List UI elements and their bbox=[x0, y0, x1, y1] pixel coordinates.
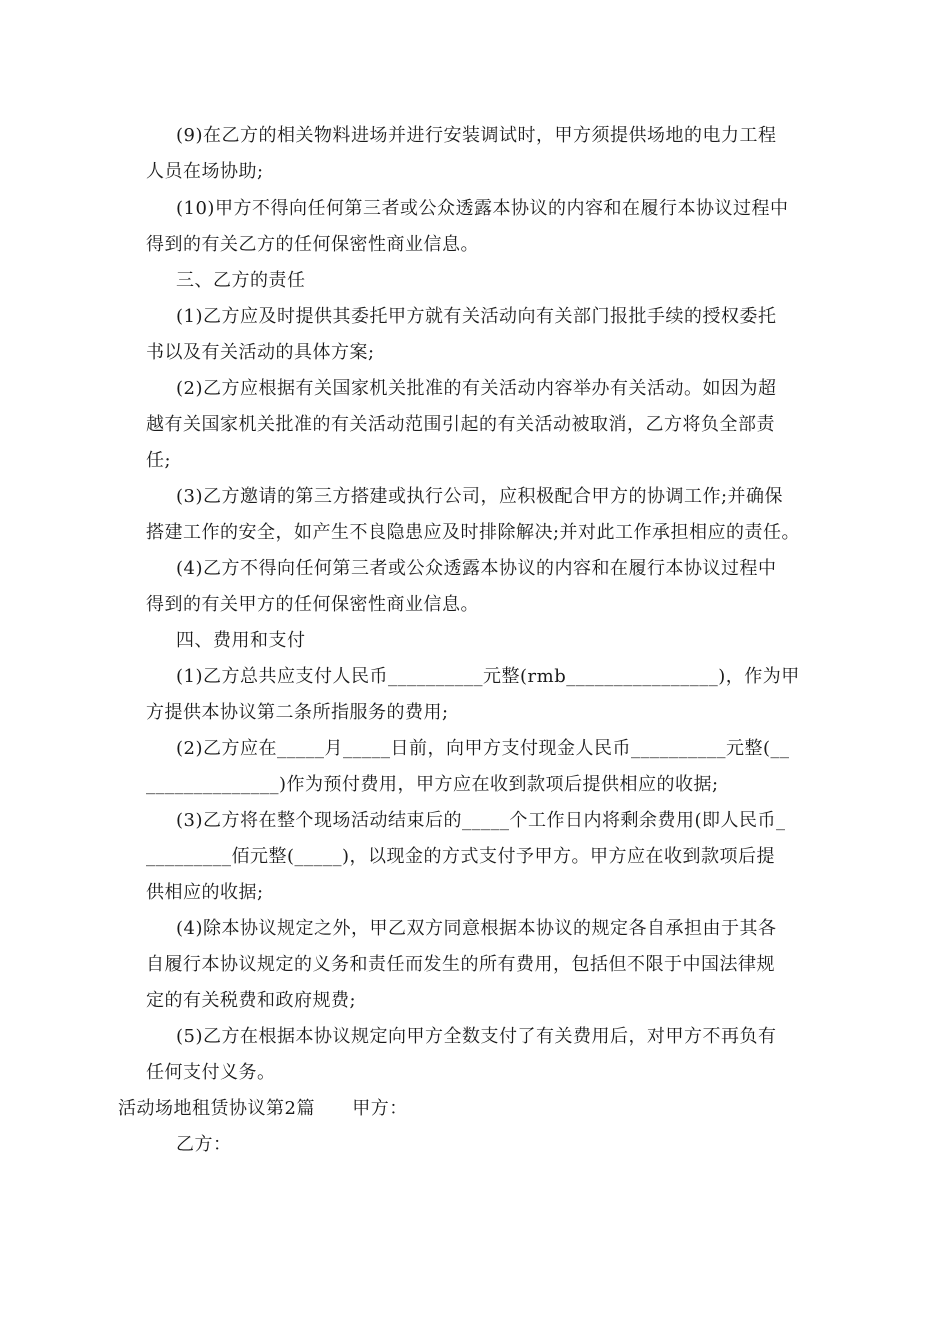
party-b-label: 乙方： bbox=[176, 1134, 232, 1155]
b-clause-1-line-1: (1)乙方应及时提供其委托甲方就有关活动向有关部门报批手续的授权委托 bbox=[176, 306, 777, 327]
clause-9-line-2: 人员在场协助; bbox=[146, 161, 264, 182]
payment-clause-3-line-3: 供相应的收据; bbox=[146, 882, 264, 903]
next-agreement-title: 活动场地租赁协议第2篇 甲方： bbox=[118, 1098, 408, 1119]
payment-clause-4-line-1: (4)除本协议规定之外，甲乙双方同意根据本协议的规定各自承担由于其各 bbox=[176, 918, 777, 939]
clause-10-line-1: (10)甲方不得向任何第三者或公众透露本协议的内容和在履行本协议过程中 bbox=[176, 198, 789, 219]
payment-clause-3-line-1: (3)乙方将在整个现场活动结束后的_____个工作日内将剩余费用(即人民币_ bbox=[176, 810, 786, 831]
payment-clause-5-line-1: (5)乙方在根据本协议规定向甲方全数支付了有关费用后，对甲方不再负有 bbox=[176, 1026, 777, 1047]
payment-clause-1-line-2: 方提供本协议第二条所指服务的费用; bbox=[146, 702, 449, 723]
payment-clause-2-line-1: (2)乙方应在_____月_____日前，向甲方支付现金人民币__________元整(__ bbox=[176, 738, 790, 759]
payment-clause-3-line-2: _________佰元整(_____)，以现金的方式支付予甲方。甲方应在收到款项后提 bbox=[146, 846, 776, 867]
payment-clause-4-line-2: 自履行本协议规定的义务和责任而发生的所有费用，包括但不限于中国法律规 bbox=[146, 954, 775, 975]
clause-10-line-2: 得到的有关乙方的任何保密性商业信息。 bbox=[146, 234, 479, 255]
section-heading-3: 三、乙方的责任 bbox=[176, 270, 306, 291]
payment-clause-4-line-3: 定的有关税费和政府规费; bbox=[146, 990, 357, 1011]
payment-clause-1-line-1: (1)乙方总共应支付人民币__________元整(rmb________________)，作为甲 bbox=[176, 666, 800, 687]
b-clause-4-line-1: (4)乙方不得向任何第三者或公众透露本协议的内容和在履行本协议过程中 bbox=[176, 558, 777, 579]
payment-clause-2-line-2: ______________)作为预付费用，甲方应在收到款项后提供相应的收据; bbox=[146, 774, 719, 795]
b-clause-4-line-2: 得到的有关甲方的任何保密性商业信息。 bbox=[146, 594, 479, 615]
b-clause-2-line-1: (2)乙方应根据有关国家机关批准的有关活动内容举办有关活动。如因为超 bbox=[176, 378, 777, 399]
b-clause-3-line-2: 搭建工作的安全，如产生不良隐患应及时排除解决;并对此工作承担相应的责任。 bbox=[146, 522, 801, 543]
b-clause-2-line-3: 任; bbox=[146, 450, 172, 471]
b-clause-1-line-2: 书以及有关活动的具体方案; bbox=[146, 342, 375, 363]
payment-clause-5-line-2: 任何支付义务。 bbox=[146, 1062, 276, 1083]
section-heading-4: 四、费用和支付 bbox=[176, 630, 306, 651]
b-clause-2-line-2: 越有关国家机关批准的有关活动范围引起的有关活动被取消，乙方将负全部责 bbox=[146, 414, 775, 435]
b-clause-3-line-1: (3)乙方邀请的第三方搭建或执行公司，应积极配合甲方的协调工作;并确保 bbox=[176, 486, 784, 507]
clause-9-line-1: (9)在乙方的相关物料进场并进行安装调试时，甲方须提供场地的电力工程 bbox=[176, 125, 777, 146]
